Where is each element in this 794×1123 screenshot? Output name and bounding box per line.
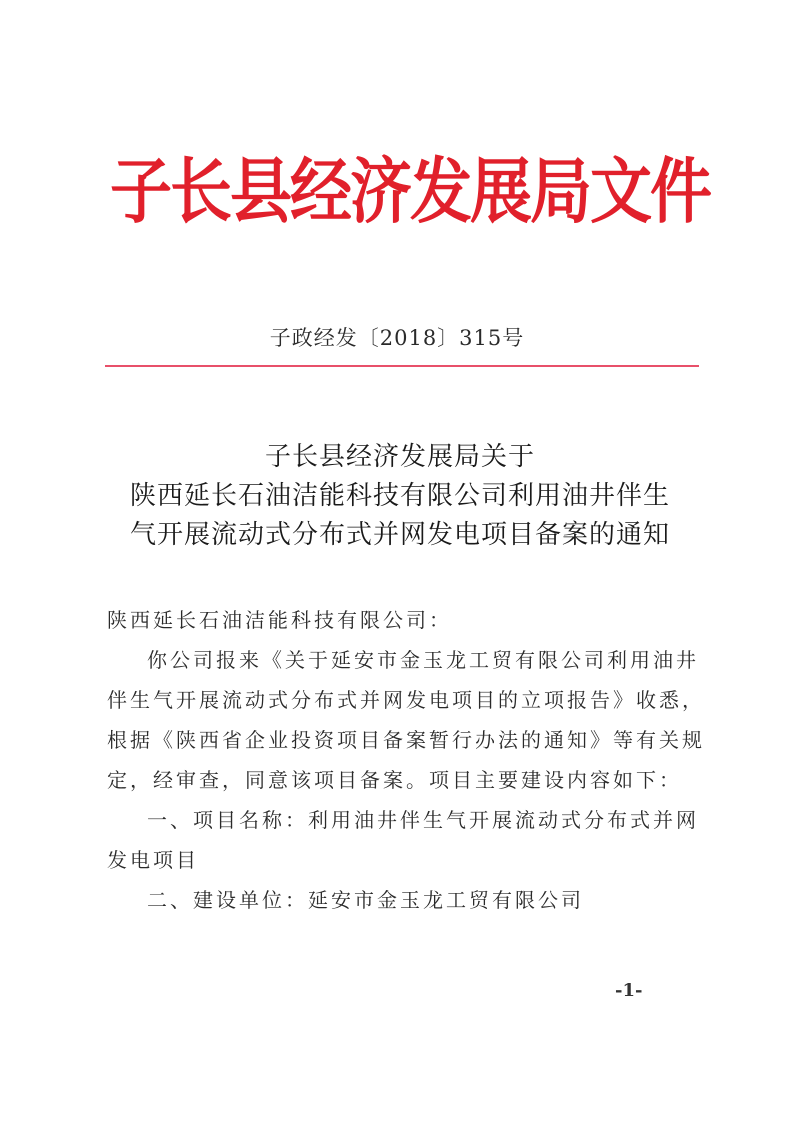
notice-body (107, 600, 707, 920)
addressee: 陕西延长石油洁能科技有限公司： (107, 608, 452, 632)
item-construction-unit: 二、建设单位：延安市金玉龙工贸有限公司 (147, 888, 584, 912)
masthead-title: 子长县经济发展局文件 (110, 149, 711, 234)
document-number: 子政经发〔2018〕315号 (269, 326, 525, 350)
notice-title (90, 438, 710, 555)
title-line-3: 气开展流动式分布式并网发电项目备案的通知 (129, 520, 670, 550)
red-divider-line (105, 365, 699, 367)
item-project-name: 一、项目名称：利用油井伴生气开展流动式分布式并网发电项目 (107, 808, 699, 872)
page-number: -1- (615, 980, 643, 1001)
title-line-1: 子长县经济发展局关于 (264, 442, 535, 472)
title-line-2: 陕西延长石油洁能科技有限公司利用油井伴生 (129, 481, 670, 511)
body-paragraph: 你公司报来《关于延安市金玉龙工贸有限公司利用油井伴生气开展流动式分布式并网发电项目的立项报告》收悉，根据《陕西省企业投资项目备案暂行办法的通知》等有关规定，经审查，同意该项目备案。项目主要建设内容如下： (107, 648, 705, 792)
